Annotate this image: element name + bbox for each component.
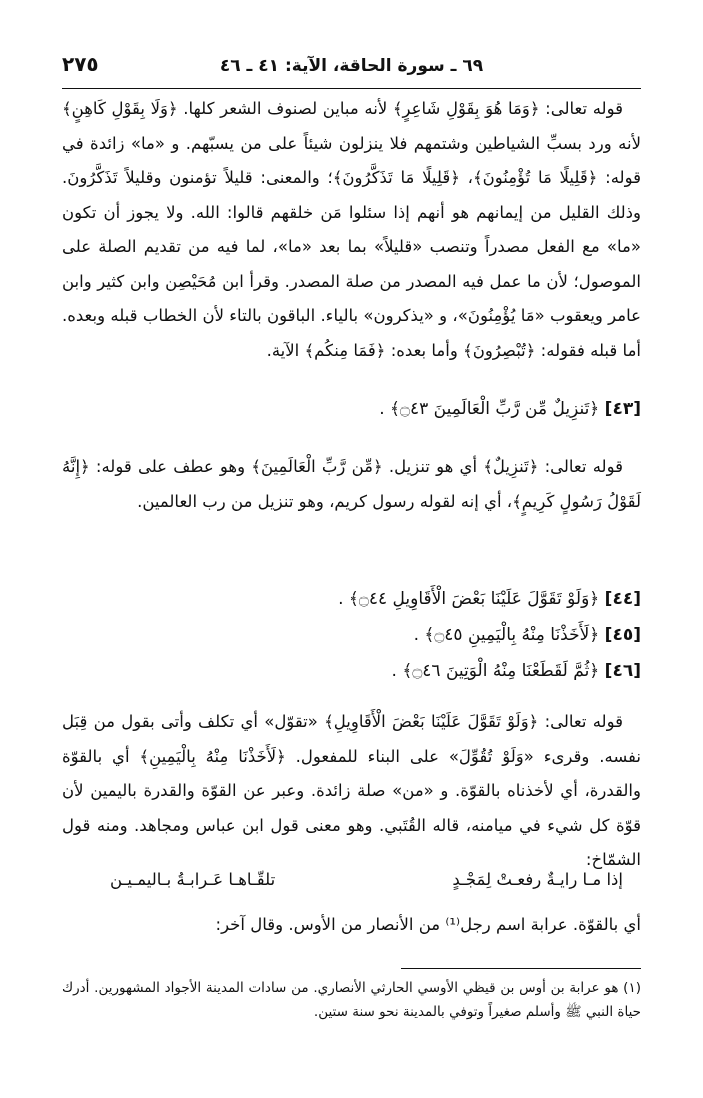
verse-number: [٤٤]	[604, 589, 641, 609]
verse-text: ﴿لَأَخَذْنَا مِنْهُ بِالْيَمِينِ ۝٤٥﴾ .	[413, 625, 600, 645]
footnote	[62, 976, 641, 1024]
running-title: ٦٩ ـ سورة الحاقة، الآية: ٤١ ـ ٤٦	[219, 56, 484, 76]
commentary-block-2	[62, 450, 641, 519]
verse-number: [٤٥]	[604, 625, 641, 645]
verse-44	[62, 588, 641, 609]
commentary-paragraph: قوله تعالى: ﴿وَلَوْ تَقَوَّلَ عَلَيْنَا بَعْضَ الْأَقَاوِيلِ﴾ «تقوّل» أي تكلف وأتى بقول من قِبَل نفسه. وقرىء «وَلَوْ تُقُوِّلَ» على البناء للمفعول. ﴿لَأَخَذْنَا مِنْهُ بِالْيَمِينِ﴾ أي بالقوّة والقدرة، أي لأخذناه بالقوّة. و «من» صلة زائدة. وعبر عن القوّة والقدرة باليمين لأن قوّة كل شيء في ميامنه، قاله القُتَبي. وهو معنى قول ابن عباس ومجاهد. ومنه قول الشمّاخ:	[62, 712, 641, 869]
commentary-block-3	[62, 705, 641, 878]
verse-number: [٤٦]	[604, 661, 641, 681]
verse-43	[62, 398, 641, 419]
verse-text: ﴿تَنزِيلٌ مِّن رَّبِّ الْعَالَمِينَ ۝٤٣﴾ .	[379, 399, 600, 419]
poem-second-hemistich: تلقّـاهـا عَـرابـةُ بـاليمـيـن	[110, 870, 276, 889]
verse-text: ﴿وَلَوْ تَقَوَّلَ عَلَيْنَا بَعْضَ الْأَقَاوِيلِ ۝٤٤﴾ .	[338, 589, 600, 609]
verse-text: ﴿ثُمَّ لَقَطَعْنَا مِنْهُ الْوَتِينَ ۝٤٦﴾ .	[391, 661, 600, 681]
commentary-paragraph: قوله تعالى: ﴿وَمَا هُوَ بِقَوْلِ شَاعِرٍ﴾ لأنه مباين لصنوف الشعر كلها. ﴿وَلَا بِقَوْلِ كَاهِنٍ﴾ لأنه ورد بسبِّ الشياطين وشتمهم فلا ينزلون شيئاً على من يسبّهم. و «ما» زائدة في قوله: ﴿قَلِيلًا مَا تُؤْمِنُونَ﴾، ﴿قَلِيلًا مَا تَذَكَّرُونَ﴾؛ والمعنى: قليلاً تؤمنون وقليلاً تَذَكَّرُونَ. وذلك القليل من إيمانهم هو أنهم إذا سئلوا مَن خلقهم قالوا: الله. ولا يجوز أن تكون «ما» مع الفعل مصدراً وتنصب «قليلاً» بما بعد «ما»، لما فيه من تقديم الصلة على الموصول؛ لأن ما عمل فيه المصدر من صلة المصدر. وقرأ ابن مُحَيْصِن وابن كثير وابن عامر ويعقوب «مَا يُؤْمِنُونَ»، و «يذكرون» بالياء. الباقون بالتاء لأن الخطاب قبله وبعده. أما قبله فقوله: ﴿تُبْصِرُونَ﴾ وأما بعده: ﴿فَمَا مِنكُم﴾ الآية.	[62, 99, 641, 360]
footnote-divider	[401, 968, 641, 969]
header-divider	[62, 88, 641, 89]
commentary-paragraph: قوله تعالى: ﴿تَنزِيلٌ﴾ أي هو تنزيل. ﴿مِّن رَّبِّ الْعَالَمِينَ﴾ وهو عطف على قوله: ﴿إِنَّهُ لَقَوْلُ رَسُولٍ كَرِيمٍ﴾، أي إنه لقوله رسول كريم، وهو تنزيل من رب العالمين.	[62, 457, 641, 511]
page-header	[62, 52, 641, 86]
verse-46	[62, 660, 641, 681]
poem-first-hemistich: إذا مـا رايـةٌ رفعـتْ لِمَجْـدٍ	[452, 870, 623, 889]
verse-45	[62, 624, 641, 645]
footnote-text: (١) هو عرابة بن أوس بن قيظي الأوسي الحارثي الأنصاري. من سادات المدينة الأجواد المشهورين. أدرك حياة النبي ﷺ وأسلم صغيراً وتوفي بالمدينة نحو سنة ستين.	[62, 980, 641, 1020]
post-poem-line: أي بالقوّة. عرابة اسم رجل⁽¹⁾ من الأنصار من الأوس. وقال آخر:	[215, 915, 641, 934]
verse-number: [٤٣]	[604, 399, 641, 419]
poem-verse	[110, 870, 623, 904]
page-number: ٢٧٥	[62, 52, 99, 76]
commentary-block-1	[62, 92, 641, 368]
